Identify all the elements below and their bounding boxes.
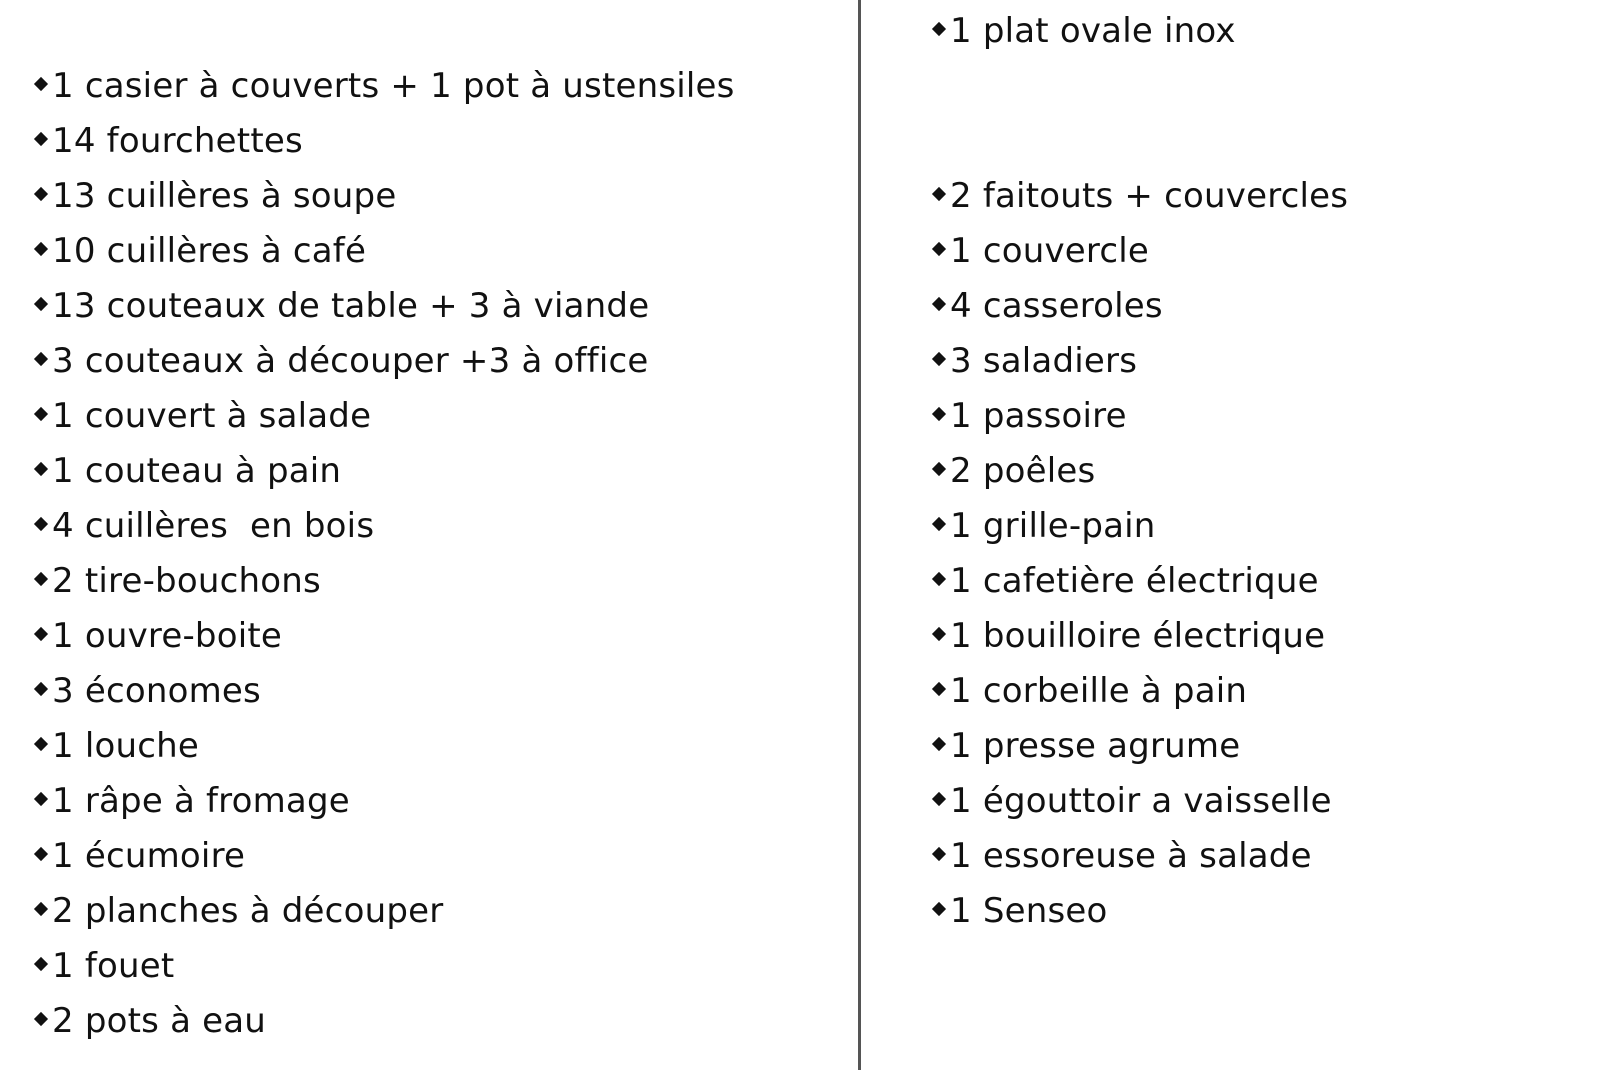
list-item-text: 1 Senseo: [950, 891, 1108, 931]
list-item: [934, 286, 1163, 326]
diamond-bullet-icon: [932, 682, 946, 696]
list-item: [934, 561, 1319, 601]
diamond-bullet-icon: [932, 572, 946, 586]
list-item: [934, 506, 1156, 546]
diamond-bullet-icon: [932, 517, 946, 531]
diamond-bullet-icon: [932, 902, 946, 916]
list-item: [36, 286, 649, 326]
list-item-text: 1 râpe à fromage: [52, 781, 350, 821]
list-item-text: 1 casier à couverts + 1 pot à ustensiles: [52, 66, 735, 106]
list-item: [36, 726, 199, 766]
list-item: [36, 616, 282, 656]
diamond-bullet-icon: [34, 737, 48, 751]
list-item-text: 1 couvert à salade: [52, 396, 372, 436]
list-item: [36, 671, 261, 711]
list-item: [934, 11, 1236, 51]
diamond-bullet-icon: [34, 462, 48, 476]
diamond-bullet-icon: [932, 792, 946, 806]
list-item-text: 1 bouilloire électrique: [950, 616, 1326, 656]
list-item-text: 1 passoire: [950, 396, 1127, 436]
list-item: [934, 726, 1240, 766]
list-item-text: 1 fouet: [52, 946, 175, 986]
list-item-text: 1 cafetière électrique: [950, 561, 1319, 601]
diamond-bullet-icon: [34, 187, 48, 201]
diamond-bullet-icon: [34, 407, 48, 421]
list-item-text: 13 couteaux de table + 3 à viande: [52, 286, 650, 326]
list-item: [36, 341, 649, 381]
list-item-text: 1 ouvre-boite: [52, 616, 283, 656]
list-item: [36, 836, 245, 876]
diamond-bullet-icon: [932, 462, 946, 476]
list-item: [934, 781, 1332, 821]
list-item-text: 2 pots à eau: [52, 1001, 267, 1041]
diamond-bullet-icon: [34, 627, 48, 641]
list-item: [36, 121, 303, 161]
list-item: [36, 506, 374, 546]
list-item: [934, 451, 1095, 491]
list-item: [36, 176, 396, 216]
diamond-bullet-icon: [34, 242, 48, 256]
diamond-bullet-icon: [34, 792, 48, 806]
list-item-text: 2 tire-bouchons: [52, 561, 321, 601]
list-item: [934, 176, 1348, 216]
list-item: [36, 891, 443, 931]
list-item: [36, 451, 341, 491]
diamond-bullet-icon: [34, 352, 48, 366]
list-item: [36, 66, 735, 106]
list-item-text: 2 planches à découper: [52, 891, 444, 931]
diamond-bullet-icon: [34, 77, 48, 91]
diamond-bullet-icon: [34, 847, 48, 861]
list-item: [36, 561, 321, 601]
list-item-text: 1 écumoire: [52, 836, 246, 876]
list-item-text: 3 saladiers: [950, 341, 1138, 381]
diamond-bullet-icon: [932, 297, 946, 311]
diamond-bullet-icon: [34, 572, 48, 586]
list-item: [36, 396, 371, 436]
list-item: [934, 396, 1127, 436]
list-item-text: 14 fourchettes: [52, 121, 303, 161]
diamond-bullet-icon: [932, 407, 946, 421]
list-item: [36, 1001, 266, 1041]
list-item-text: 1 essoreuse à salade: [950, 836, 1312, 876]
list-item: [934, 231, 1149, 271]
list-item: [934, 671, 1247, 711]
diamond-bullet-icon: [34, 957, 48, 971]
list-item-text: 1 presse agrume: [950, 726, 1241, 766]
list-item-text: 10 cuillères à café: [52, 231, 367, 271]
diamond-bullet-icon: [932, 627, 946, 641]
list-item-text: 1 égouttoir a vaisselle: [950, 781, 1332, 821]
list-item-text: 13 cuillères à soupe: [52, 176, 397, 216]
diamond-bullet-icon: [34, 1012, 48, 1026]
list-item-text: 2 poêles: [950, 451, 1096, 491]
list-item: [36, 946, 174, 986]
diamond-bullet-icon: [34, 297, 48, 311]
list-item-text: 4 casseroles: [950, 286, 1163, 326]
diamond-bullet-icon: [34, 682, 48, 696]
list-item-text: 1 louche: [52, 726, 199, 766]
list-item: [934, 891, 1108, 931]
diamond-bullet-icon: [34, 517, 48, 531]
list-item-text: 4 cuillères en bois: [52, 506, 375, 546]
diamond-bullet-icon: [932, 242, 946, 256]
list-item: [934, 836, 1312, 876]
list-item-text: 3 économes: [52, 671, 261, 711]
list-item-text: 1 couvercle: [950, 231, 1150, 271]
list-item: [934, 616, 1325, 656]
list-item-text: 1 grille-pain: [950, 506, 1156, 546]
list-item-text: 1 plat ovale inox: [950, 11, 1236, 51]
list-item: [934, 341, 1137, 381]
diamond-bullet-icon: [932, 352, 946, 366]
diamond-bullet-icon: [932, 847, 946, 861]
diamond-bullet-icon: [932, 187, 946, 201]
list-item: [36, 231, 366, 271]
diamond-bullet-icon: [932, 737, 946, 751]
diamond-bullet-icon: [932, 22, 946, 36]
diamond-bullet-icon: [34, 132, 48, 146]
list-item: [36, 781, 350, 821]
list-item-text: 1 corbeille à pain: [950, 671, 1248, 711]
diamond-bullet-icon: [34, 902, 48, 916]
list-item-text: 3 couteaux à découper +3 à office: [52, 341, 649, 381]
list-item-text: 1 couteau à pain: [52, 451, 342, 491]
list-item-text: 2 faitouts + couvercles: [950, 176, 1349, 216]
column-divider: [858, 0, 861, 1070]
